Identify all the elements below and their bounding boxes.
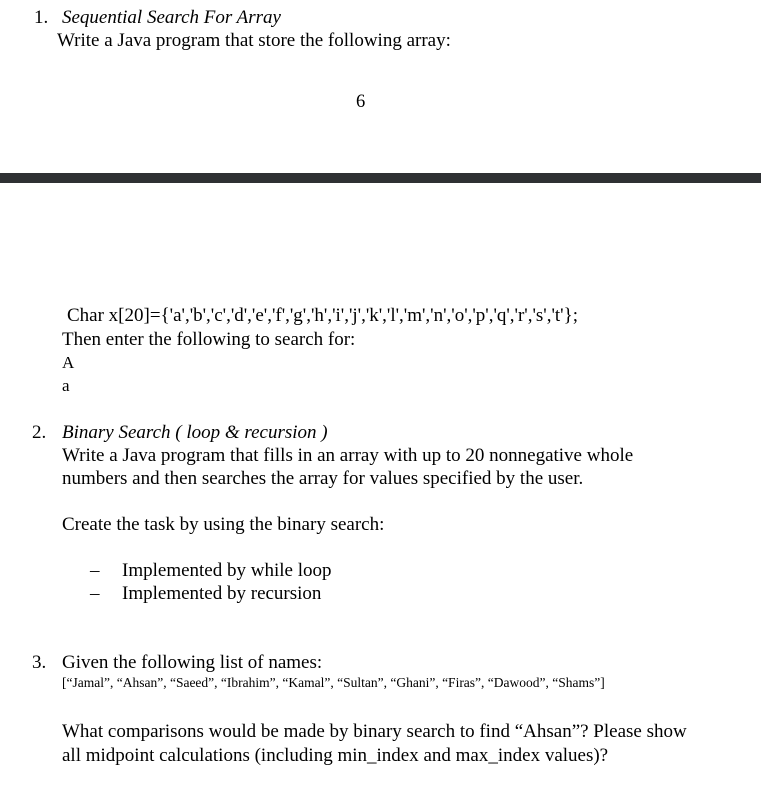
bullet-text: Implemented by recursion (122, 583, 322, 604)
question-2-number: 2. (32, 422, 47, 443)
question-1-number: 1. (34, 7, 49, 28)
question-2-task: Create the task by using the binary search: (62, 514, 385, 535)
bullet-text: Implemented by while loop (122, 560, 332, 581)
names-list: [“Jamal”, “Ahsan”, “Saeed”, “Ibrahim”, “Kamal”, “Sultan”, “Ghani”, “Firas”, “Dawood”, “Shams”] (62, 675, 605, 690)
question-2-description-line-1: Write a Java program that fills in an array with up to 20 nonnegative whole (62, 445, 634, 466)
question-3-line-1: What comparisons would be made by binary search to find “Ahsan”? Please show (62, 721, 687, 742)
bullet-dash: – (90, 560, 100, 581)
question-1-title: Sequential Search For Array (62, 7, 281, 28)
search-value-lowercase: a (62, 376, 70, 395)
question-2-title: Binary Search ( loop & recursion ) (62, 422, 328, 443)
bullet-dash: – (90, 583, 100, 604)
search-value-uppercase: A (62, 353, 75, 372)
search-instruction: Then enter the following to search for: (62, 329, 356, 350)
question-3-number: 3. (32, 652, 47, 673)
question-3-title: Given the following list of names: (62, 652, 323, 673)
question-3-line-2: all midpoint calculations (including min_index and max_index values)? (62, 745, 609, 766)
question-2-description-line-2: numbers and then searches the array for values specified by the user. (62, 468, 584, 489)
page-number: 6 (356, 92, 366, 112)
page-break-divider (0, 173, 761, 183)
char-array-declaration: Char x[20]={'a','b','c','d','e','f','g','h','i','j','k','l','m','n','o','p','q','r','s','t'}; (67, 305, 578, 326)
question-1-instruction: Write a Java program that store the following array: (57, 30, 451, 51)
